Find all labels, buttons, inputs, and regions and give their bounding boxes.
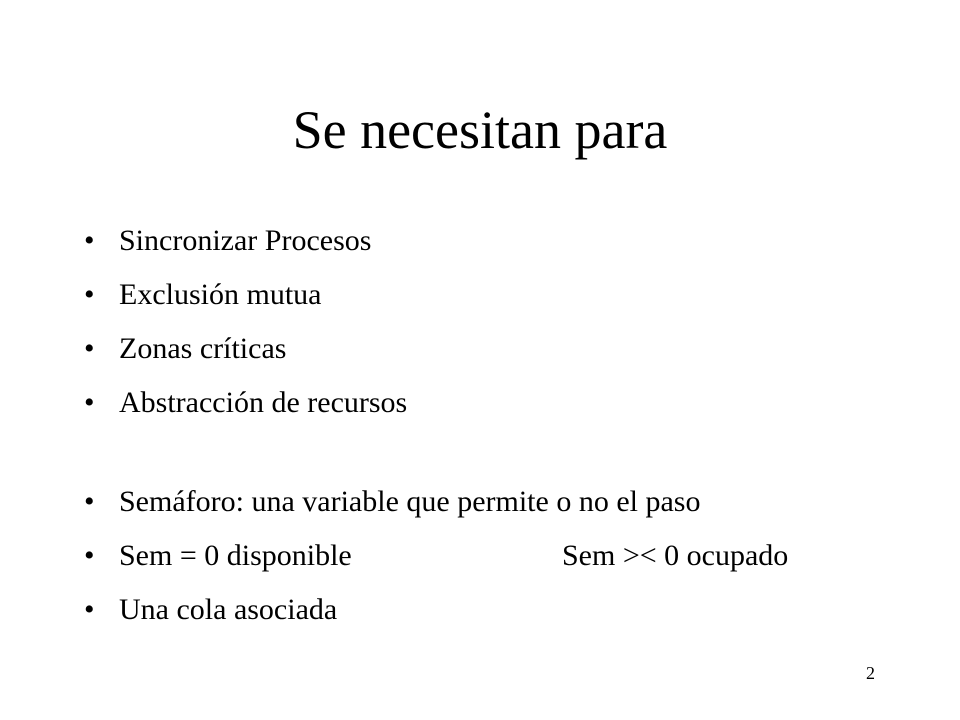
bullet-item-sincronizar-procesos <box>84 214 700 268</box>
bullet-text-sem-ocupado: Sem >< 0 ocupado <box>562 539 789 572</box>
bullet-item-zonas-criticas <box>84 322 700 376</box>
page-number: 2 <box>866 663 875 683</box>
slide-title: Se necesitan para <box>292 100 668 160</box>
bullet-point-icon: • <box>84 332 95 365</box>
bullet-text: Exclusión mutua <box>119 278 322 311</box>
bullet-point-icon: • <box>84 224 95 257</box>
bullet-item-semaforo <box>84 475 700 529</box>
bullet-point-icon: • <box>84 539 95 572</box>
bullet-list <box>84 214 789 637</box>
bullet-text: Una cola asociada <box>119 593 338 626</box>
bullet-text-sem-disponible: Sem = 0 disponible <box>119 539 352 572</box>
bullet-text: Semáforo: una variable que permite o no el paso <box>119 485 701 518</box>
bullet-text: Zonas críticas <box>119 332 287 365</box>
bullet-item-abstraccion-de-recursos <box>84 376 700 430</box>
bullet-point-icon: • <box>84 278 95 311</box>
bullet-point-icon: • <box>84 485 95 518</box>
bullet-item-sem-values <box>84 529 789 583</box>
bullet-point-icon: • <box>84 386 95 419</box>
bullet-point-icon: • <box>84 593 95 626</box>
bullet-text: Sincronizar Procesos <box>119 224 372 257</box>
bullet-item-una-cola-asociada <box>84 583 700 637</box>
bullet-text: Abstracción de recursos <box>119 386 408 419</box>
bullet-item-exclusion-mutua <box>84 268 700 322</box>
